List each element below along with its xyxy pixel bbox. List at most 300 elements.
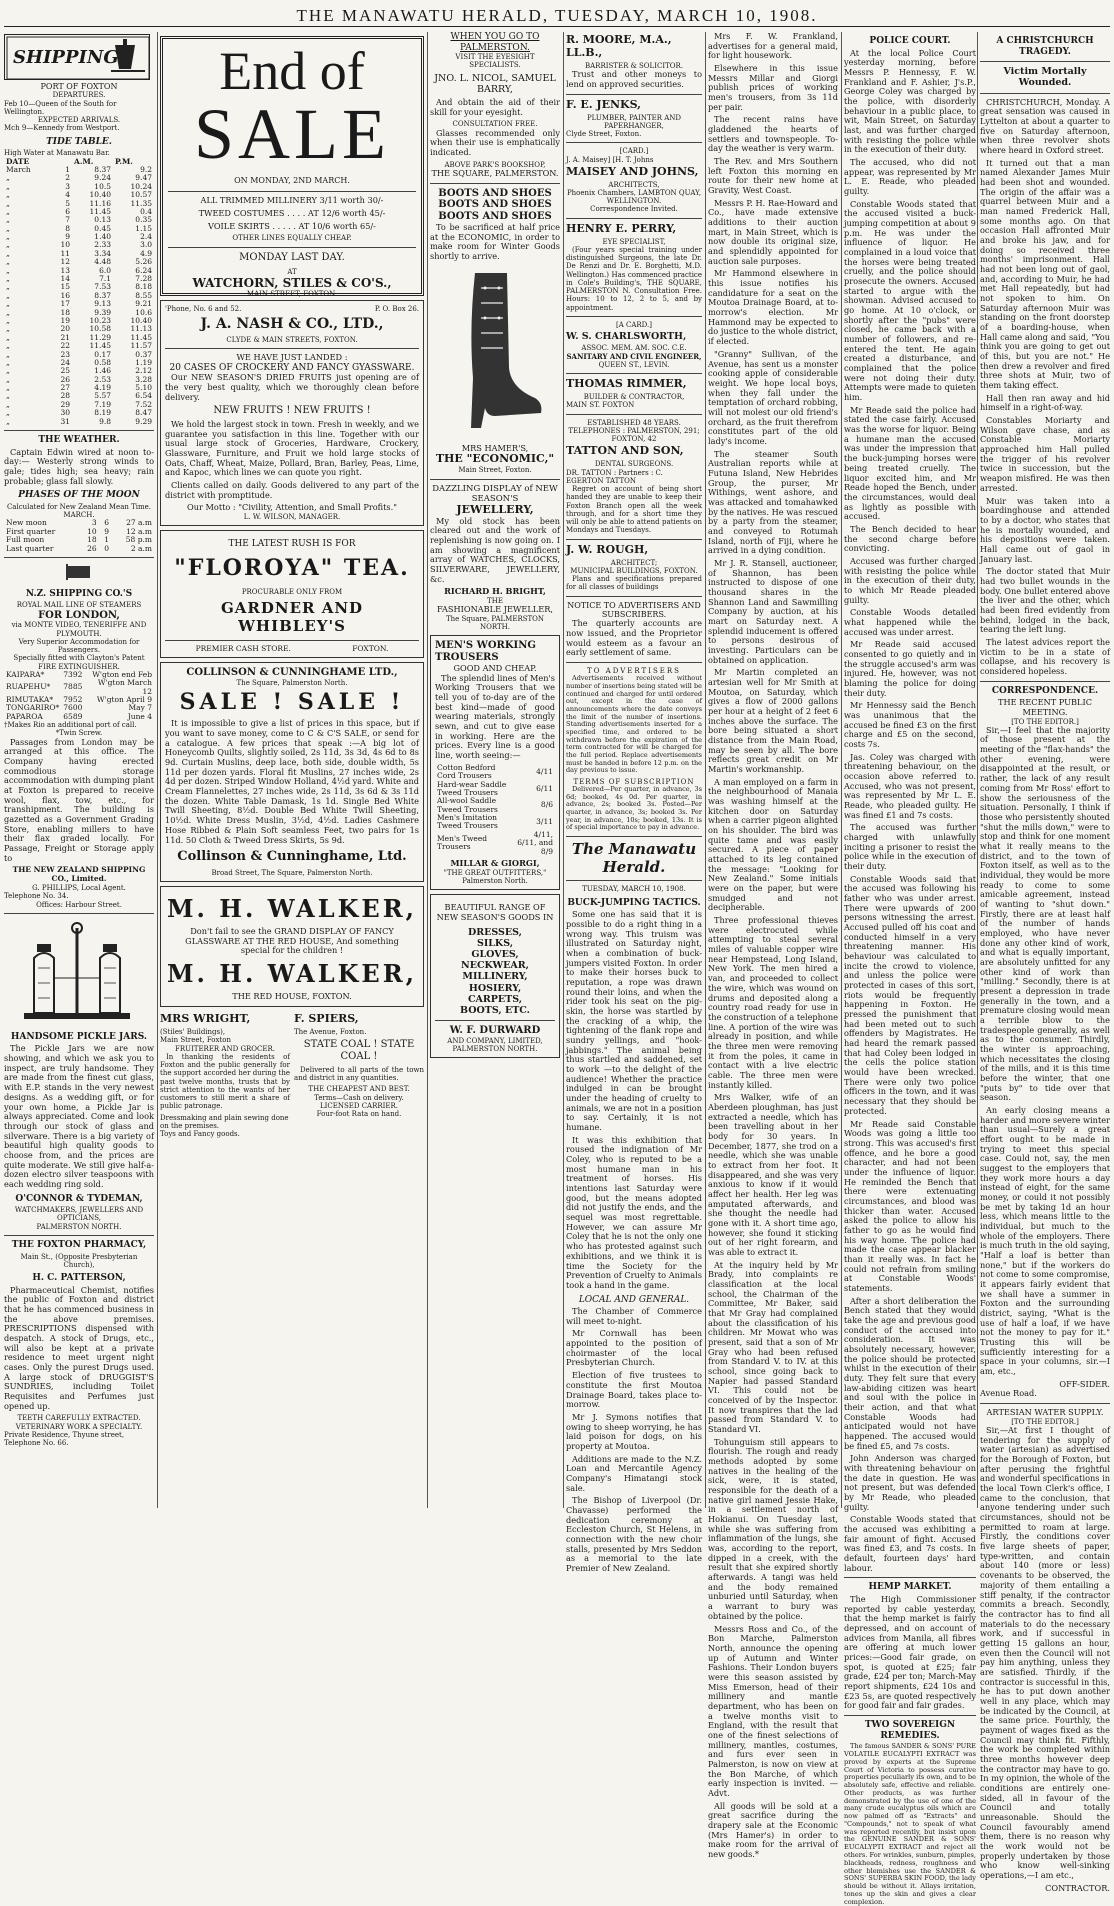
jenks-addr: Clyde Street, Foxton. — [566, 130, 642, 138]
table-cell: 0 — [104, 543, 110, 553]
table-cell: 9.13 — [94, 299, 111, 309]
watchorn-addr: MAIN STREET, FOXTON. — [246, 289, 338, 298]
tide-row — [4, 409, 154, 417]
table-cell: 9.2 — [140, 164, 152, 174]
column-divider — [841, 32, 842, 1508]
watchorn-name: WATCHORN, STILES & CO'S., — [192, 275, 392, 290]
table-cell: „ — [6, 290, 10, 300]
table-cell: March — [6, 164, 31, 174]
table-cell: 3/11 — [536, 817, 553, 827]
table-cell: 13 — [60, 265, 71, 275]
news-item: The Rev. and Mrs Southern left Foxton this morning en route for their new home at Gravity, West Coast. — [708, 156, 838, 196]
table-cell: „ — [6, 232, 10, 242]
eyesight-text: And obtain the aid of their skill for your eyesight. — [430, 97, 560, 117]
notice-text: The quarterly accounts are now issued, and the Proprietor would esteem as a favour an early settlement of same. — [566, 618, 702, 658]
table-cell: 18 — [60, 307, 71, 317]
table-cell: 11.45 — [89, 341, 111, 351]
goods-item: NECKWEAR, — [461, 960, 529, 972]
patterson-name: H. C. PATTERSON, — [32, 1273, 126, 1284]
header-cell: DATE — [6, 156, 30, 166]
table-cell: 17 — [60, 299, 71, 309]
nash-addr: CLYDE & MAIN STREETS, FOXTON. — [226, 335, 358, 344]
wright-addr: Main Street, Foxton — [160, 1036, 231, 1045]
bright-addr: The Square, PALMERSTON NORTH. — [445, 614, 545, 632]
table-cell: 12 — [60, 257, 71, 267]
table-cell: 4.19 — [94, 383, 111, 393]
moon-title: PHASES OF THE MOON — [18, 490, 140, 501]
boots-line-3: BOOTS AND SHOES — [438, 211, 552, 223]
pickle-title: HANDSOME PICKLE JARS. — [10, 1031, 148, 1042]
table-cell: 11.45 — [130, 332, 152, 342]
nz-accom: Very Superior Accommodation for Passengers. — [18, 637, 140, 655]
table-cell: 11.13 — [130, 324, 152, 334]
table-cell: „ — [6, 416, 10, 426]
table-cell: 3.28 — [135, 374, 152, 384]
table-cell: „ — [6, 274, 10, 284]
table-cell: 4/11 — [536, 766, 553, 776]
nash-manager: L. W. WILSON, MANAGER. — [243, 513, 341, 522]
masthead-rule — [4, 26, 1110, 27]
table-cell: 18 — [87, 535, 97, 545]
table-cell: 0.58 — [94, 357, 111, 367]
eyesight-visit: VISIT THE EYESIGHT SPECIALISTS. — [455, 53, 535, 70]
end-of-sale-ad — [160, 36, 424, 296]
nash-phone: 'Phone, No. 6 and 52. — [165, 305, 242, 313]
table-cell: 2.53 — [94, 374, 111, 384]
table-cell: „ — [6, 315, 10, 325]
floroya-ad — [160, 530, 424, 658]
meeting-text: Sir,—I feel that the majority of those present at the meeting of the "flax-hands" the other evening, were disappointed at the result, or rather, the lack of any result coming from Mr Ross' effort to show the seriousness of the situation. Personally, I think if those who persistently shouted "shut the mills down," were to stop and think for one moment what it really means to the district, and to the town of Foxton itself, as well as to the individual, they would be more ready to come to some amicable agreement, instead of wanting to "shut down." Firstly, there are at least half of the number of hands employed, who have never done any other kind of work, and what is equally important, are absolutely unfitted for any other kind of work than "milling." Secondly, there is at present a depression in trade generally in the town, and a premature closing would mean a terrible blow to the tradespeople generally, as well as to the consumer. Thirdly, the winter is approaching, which necessitates the closing of the mills, and it is this time before the winter, that one "puts by" to tide over that season. — [980, 724, 1110, 1103]
table-cell: 7952 — [63, 695, 83, 705]
tide-table — [4, 158, 154, 427]
tragedy-text: CHRISTCHURCH, Monday. A great sensation was caused in Lyttelton at about a quarter to five on Saturday afternoon, when three revolver shots where heard in Oxford street. — [980, 96, 1110, 155]
news-item: Three professional thieves were electrocuted while attempting to steal several miles of valuable copper wire near Hempstead, Long Island, New York. The men hired a van, and proceeded to collect the wire, which was wound on drums and deposited along a country road ready for use in the construction of a telephone line. A portion of the wire was already in position, and while the three men were removing it from the poles, it came in contact with a live electric cable. The three men were instantly killed. — [708, 915, 838, 1090]
tide-row — [4, 384, 154, 392]
maisey-addr: Phoenix Chambers, LAMBTON QUAY, WELLINGTON. — [566, 188, 702, 206]
charlsworth-name: W. S. CHARLSWORTH, — [566, 331, 687, 343]
table-cell: 6.0 — [99, 265, 111, 275]
table-cell: RUAPEHU* — [6, 682, 51, 692]
bright-name: RICHARD H. BRIGHT, — [444, 586, 546, 597]
trousers-table — [435, 764, 555, 856]
table-cell: 10.40 — [130, 315, 152, 325]
table-cell: „ — [6, 223, 10, 233]
nash-fruits: Our NEW SEASON'S DRIED FRUITS just opening are of the very best quality, which we thoroughly clean before delivery. — [165, 372, 419, 402]
table-cell: 6.24 — [135, 265, 152, 275]
to-advertisers-text: Advertisements received without number of insertions being stated will be continued and charged for until ordered out, except in the case of announcements where the date conveys the limit of the number of insertions. Standing advertisements inserted for a specified time, and ordered to be withdrawn before the expiration of the term contracted for will be charged for the full period. Replace advertisements must be handed in before 12 p.m. on the day previous to issue. — [566, 674, 702, 775]
buck-text-1: Some one has said that it is possible to do a right thing in a wrong way. This truism was illustrated on Saturday night, when a combination of buck-jumpers visited Foxton. In order to make their horses buck to reputation, a rope was drawn round their loins, and when the rider took his seat on the pig-skin, the horse was startled by the cracking of a whip, the tightening of the flank rope and sundry yellings, and "hook-jabbings." The animal being thus startled and saddened, set to work —to the delight of the audience! Whether the practice indulged in can be brought under the heading of cruelty to animals, we are not in a position to say. Certainly, it is not humane. — [566, 909, 702, 1133]
table-cell: Full moon — [6, 535, 45, 545]
table-cell: 14 — [60, 274, 71, 284]
tragedy-text: Muir was taken into a boardinghouse and attended to by a doctor, who states that he is mortally wounded, and his depositions were taken. Hall came out of gaol in January last. — [980, 495, 1110, 564]
table-cell: „ — [6, 206, 10, 216]
rough-sub2: MUNICIPAL BUILDINGS, FOXTON. — [570, 566, 698, 575]
sale-voile: VOILE SKIRTS . . . . . AT 10/6 worth 65/- — [208, 220, 376, 231]
table-cell: 6 — [65, 206, 71, 216]
nash-name: J. A. NASH & CO., LTD., — [200, 316, 384, 333]
tatton-partner: DR. TATTON : Partners : C. EGERTON TATTON — [566, 468, 663, 485]
meeting-editor: [TO THE EDITOR.] — [1011, 717, 1079, 726]
tide-row — [4, 233, 154, 241]
table-cell: „ — [6, 341, 10, 351]
table-cell: 0.13 — [94, 215, 111, 225]
arrivals-label: EXPECTED ARRIVALS. — [37, 116, 121, 125]
police-text: Accused was further charged with resisting the police while in the execution of their duty, to which Mr Reade pleaded guilty. — [844, 555, 976, 605]
table-cell: 9.47 — [135, 173, 152, 183]
moon-subtitle: Calculated for New Zealand Mean Time. — [6, 502, 152, 511]
spiers-name: F. SPIERS, — [294, 1012, 359, 1026]
column-1 — [4, 32, 154, 1508]
goods-item: DRESSES, — [468, 926, 522, 938]
pickle-text: The Pickle Jars we are now showing, and which we ask you to inspect, are truly handsome. They are made from the finest cut glass, with E.P. stands in the very newest designs. As a wedding gift, or for your own home, a Pickle Jar is always appreciated. Come and look through our stock of glass and silverware. There is a big variety of beautiful high quality goods to choose from, and the prices are quite moderate. We still give half-a-dozen electro silver teaspoons with each wedding ring sold. — [4, 1043, 154, 1189]
collinson-addr: The Square, Palmerston North. — [236, 679, 348, 688]
table-cell: „ — [6, 257, 10, 267]
to-advertisers-title: TO ADVERTISERS — [587, 667, 681, 676]
table-cell: 11.16 — [89, 198, 111, 208]
table-cell: 6589 — [63, 711, 83, 721]
table-cell: 10.24 — [130, 181, 152, 191]
durward-sub: AND COMPANY, LIMITED, — [447, 1036, 543, 1045]
durward-name: W. F. DURWARD — [449, 1025, 541, 1037]
table-cell: 7.28 — [135, 274, 152, 284]
premier-store: PREMIER CASH STORE. — [195, 643, 291, 653]
charlsworth-addr: QUEEN ST., LEVIN. — [598, 360, 670, 369]
table-cell: 7.1 — [99, 274, 111, 284]
moon-table — [4, 519, 154, 553]
table-cell: 7600 — [63, 703, 83, 713]
artesian-title: ARTESIAN WATER SUPPLY. — [986, 1407, 1104, 1418]
maisey-names: J. A. Maisey] [H. T. Johns — [566, 155, 654, 164]
table-cell: 7.19 — [94, 399, 111, 409]
nz-twin: *Twin Screw. — [55, 729, 103, 738]
steamer-row — [4, 679, 154, 696]
nz-offices: Offices: Harbour Street. — [36, 900, 122, 909]
tide-row — [4, 359, 154, 367]
table-cell: „ — [6, 332, 10, 342]
tragedy-text: Hall then ran away and hid himself in a right-of-way. — [980, 392, 1110, 413]
meeting-text: An early closing means a harder and more severe winter than usual—Surely a great effort ought to be made in trying to meet this special case. Could not, say, the men suggest to the employers that they work more hours a day instead of eight, for the same money, or could it not possibly be met by taking 1d an hour less, which means little to the individual, but much to the whole of the employers. There is much truth in the old saying, "Half a loaf is better than none," but if the workers do not come to some compromise, it appears fairly evident that we shall have a summer in Foxton and the surrounding district, saying, "What is the use of half a loaf, if we have not the money to pay for it." Trusting this will be sufficiently interesting for a space in your columns, sir.—I am, etc., — [980, 1105, 1110, 1377]
tragedy-title: A CHRISTCHURCH TRAGEDY. — [996, 36, 1094, 57]
table-cell: „ — [6, 173, 10, 183]
table-cell: PAPAROA — [6, 711, 43, 721]
residence-note: Private Residence, Thyune street, Telephone No. 66. — [4, 1430, 125, 1448]
police-text: The accused was further charged with unlawfully inciting a prisoner to resist the police while in the execution of their duty. — [844, 822, 976, 872]
table-cell: 11 — [60, 248, 71, 258]
hemp-text: The High Commissioner reported by cable yesterday, that the hemp market is fairly depressed, and on account of advices from Manila, all fibres are offering at much lower prices:—Good fair grade, on spot, is quoted at £25; fair grade, £24 per ton; March-May report shipments, £24 10s and £23 5s, are quoted respectively for good fair and fair grades. — [844, 1594, 976, 1711]
table-cell: „ — [6, 248, 10, 258]
news-item: Mr Hammond elsewhere in this issue notifies his candidature for a seat on the Moutoa Drainage Board, at to-morrow's election. Mr Hammond may be expected to do justice to the whole district, if elected. — [708, 268, 838, 347]
table-cell: 27 — [60, 383, 71, 393]
table-cell: „ — [6, 307, 10, 317]
spiers-licensed: LICENSED CARRIER. — [319, 1101, 399, 1110]
walker-title-1: M. H. WALKER, — [166, 893, 418, 923]
column-3 — [430, 32, 560, 1508]
header-cell: A.M. — [74, 156, 94, 166]
table-cell: 6 — [104, 518, 110, 528]
tatton-name: TATTON AND SON, — [566, 444, 684, 458]
millar-outfitters: "THE GREAT OUTFITTERS," — [443, 868, 547, 877]
buck-text-2: It was this exhibition that roused the indignation of Mr Coley, who is reputed to be a most humane man in his treatment of horses. His intentions last Saturday were good, but the means adopted did not justify the ends, and the sequel was most regrettable. However, we can assure Mr Coley that he is not the only one who has protested against such exhibitions, and we think it is time the Society for the Prevention of Cruelty to Animals took a hand in the game. — [566, 1134, 702, 1290]
nash-landed: WE HAVE JUST LANDED : — [236, 352, 348, 363]
nz-company: THE NEW ZEALAND SHIPPING CO., Limited. — [12, 865, 146, 884]
tide-row — [4, 283, 154, 291]
tide-row — [4, 241, 154, 249]
column-5 — [708, 31, 838, 1859]
column-4 — [566, 32, 702, 1573]
notice-title: NOTICE TO ADVERTISERS AND SUBSCRIBERS. — [567, 600, 701, 619]
police-text: Jas. Coley was charged with threatening behaviour, on the occasion above referred to. Accused, who was not present, was represented by Mr L. E. Reade, who pleaded guilty. He was fined £1 and 7s costs. — [844, 751, 976, 820]
trousers-text: The splendid lines of Men's Working Trousers that we tell you of to-day are of the best kind—made of good wearing materials, strongly sewn, and cut to give ease in working. Here are the prices. Every line is a good line, worth seeing:— — [435, 672, 555, 761]
spiers-text: Delivered to all parts of the town and district in any quantities. — [294, 1065, 424, 1083]
nz-text: Passages from London may be arranged at this office. The Company having erected commodious storage accommodation with dumping plant at Foxton is prepared to receive wool, flax, tow, etc., for transhipment. The building is gazetted as a Government Grading Store, enabling millers to have their flax graded locally. For Passage, Freight or Storage apply to — [4, 736, 154, 863]
durward-goods — [435, 927, 555, 1017]
collinson-name: Collinson & Cunninghame, Ltd. — [177, 849, 407, 865]
rimmer-name: THOMAS RIMMER, — [566, 377, 687, 391]
table-cell: 9.21 — [135, 299, 152, 309]
trousers-row — [435, 764, 555, 781]
table-cell: 10.58 — [89, 324, 111, 334]
table-cell: 4.9 — [140, 248, 152, 258]
column-divider — [157, 32, 158, 1508]
departure-entry: Feb 10—Queen of the South for Wellington. — [4, 99, 117, 116]
artesian-sign: CONTRACTOR. — [1045, 1882, 1110, 1893]
jenks-sub: PLUMBER, PAINTER AND PAPERHANGER, — [586, 113, 682, 130]
table-cell: Men's Tweed Trousers — [437, 834, 488, 852]
news-item: Mr J. R. Stansell, auctioneer, of Shannon, has been instructed to dispose of one thousand shares in the Shannon Land and Sawmilling Company by auction, at his mart on Saturday next. A splendid inducement is offered to persons desirous of investing. Particulars can be obtained on application. — [708, 557, 838, 665]
table-cell: 24 — [60, 357, 71, 367]
table-cell: 3.34 — [94, 248, 111, 258]
rough-sub: ARCHITECT; — [610, 558, 658, 567]
table-cell: All-wool Saddle Tweed Trousers — [437, 796, 498, 814]
collinson-sale: SALE ! SALE ! — [179, 689, 405, 716]
table-cell: 8.19 — [94, 408, 111, 418]
police-text: Mr Reade said Constable Woods was going a little too strong. This was accused's first offence, and he bore a good character, and had not been under the influence of liquor. He reminded the Bench that there were extenuating circumstances, and blood was thicker than water. Accused asked the police to allow his father to go as he would find his way home. The police had made the case appear blacker than it really was. In fact he could not refrain from smiling at Constable Woods' statements. — [844, 1118, 976, 1293]
tide-row — [4, 342, 154, 350]
table-cell: 1 — [65, 164, 71, 174]
flag-icon — [4, 564, 154, 583]
eyesight-when: WHEN YOU GO TO PALMERSTON. — [450, 32, 540, 53]
table-cell: 10.23 — [89, 315, 111, 325]
economic-addr: Main Street, Foxton. — [458, 466, 532, 475]
nash-crates: 20 CASES OF CROCKERY AND FANCY GYASSWARE. — [169, 362, 415, 373]
tragedy-subtitle: Victim Mortally Wounded. — [1003, 66, 1087, 89]
eyesight-square: THE SQUARE, PALMERSTON. — [431, 167, 559, 178]
table-cell: 10 — [87, 526, 97, 536]
sale-last-day: MONDAY LAST DAY. — [239, 251, 345, 263]
table-cell: 11.29 — [89, 332, 111, 342]
eyesight-names: JNO. L. NICOL, SAMUEL BARRY, — [434, 72, 556, 95]
wright-name: MRS WRIGHT, — [160, 1012, 251, 1026]
tide-row — [4, 351, 154, 359]
local-text-5: Additions are made to the N.Z. Loan and Mercantile Agency Company's Himatangi stock sale. — [566, 1453, 702, 1493]
wright-spiers-row — [160, 1011, 424, 1138]
table-cell: 9 — [104, 526, 110, 536]
tatton-sub: DENTAL SURGEONS. — [594, 460, 674, 469]
table-cell: 28 — [60, 391, 71, 401]
pharmacy-title: THE FOXTON PHARMACY, — [11, 1239, 147, 1250]
end-of-heading: End of — [219, 41, 365, 101]
table-cell: 6/11 — [536, 783, 553, 793]
table-cell: W'gton April 9 — [96, 695, 152, 705]
police-text: The Bench decided to hear the second charge before convicting. — [844, 523, 976, 554]
column-divider — [977, 32, 978, 1508]
port-title: PORT OF FOXTON — [40, 82, 118, 91]
moore-name: R. MOORE, M.A., LL.B., — [566, 33, 672, 59]
table-cell: 8.47 — [135, 408, 152, 418]
trousers-row — [435, 831, 555, 856]
table-cell: 6.54 — [135, 391, 152, 401]
column-divider — [705, 32, 706, 1508]
sale-date: ON MONDAY, 2ND MARCH. — [234, 176, 350, 185]
table-cell: 3 — [65, 181, 71, 191]
spiers-rate: Four-foot Rata on hand. — [316, 1110, 402, 1119]
shipping-logo-text: SHIPPING — [13, 47, 119, 68]
news-item: Messrs P. H. Rae-Howard and Co., have made extensive additions to their auction mart, in Main Street, which is now double its original size, and splendidly appointed for auction sale purposes. — [708, 197, 838, 266]
table-cell: „ — [6, 357, 10, 367]
table-cell: 22 — [60, 341, 71, 351]
nash-box: P. O. Box 26. — [374, 305, 419, 313]
table-cell: 8 — [65, 223, 71, 233]
walker-addr: THE RED HOUSE, FOXTON. — [232, 991, 352, 1002]
tide-row — [4, 401, 154, 409]
goods-item: HOSIERY, — [468, 982, 522, 994]
charlsworth-sub: ASSOC. MEM. AM. SOC. C.E. — [581, 344, 687, 353]
spiers-addr: The Avenue, Foxton. — [294, 1028, 367, 1037]
moon-month: MARCH. — [63, 511, 95, 520]
table-cell: Last quarter — [6, 543, 54, 553]
millar-name: MILLAR & GIORGI, — [450, 858, 540, 869]
teeth-note: TEETH CAREFULLY EXTRACTED. — [17, 1414, 141, 1423]
police-text: After a short deliberation the Bench stated that they would take the age and previous good conduct of the accused into consideration. It was absolutely necessary, however, the police should be protected whilst in the execution of their duty. They felt sure that every law-abiding citizen was heart and soul with the police in their action, and that what Constable Woods had anticipated would not have happened. The accused would be fined £5, and 7s costs. — [844, 1295, 976, 1451]
police-text: Constable Woods stated that the accused visited a buck-jumping competition at about 9 p.m. He was under the influence of liquor. He complained in a loud voice that the horses were being treated cruelly, and the police should prosecute the owners. Accused started to argue with the showman. Advised accused to go home. At 10 o'clock, or shortly after the "pubs" were closed, he came back with a number of followers, and re-entered the tent. He again created a disturbance, and complained that the police were not doing their duty. Attempts were made to quieten him. — [844, 198, 976, 403]
tide-row — [4, 367, 154, 375]
tatton-established: ESTABLISHED 48 YEARS. — [587, 418, 681, 427]
moore-sub: BARRISTER & SOLICITOR. — [584, 61, 683, 70]
steamers-table — [4, 671, 154, 721]
tide-row — [4, 292, 154, 300]
rough-name: J. W. ROUGH, — [566, 542, 649, 556]
local-text-6: The Bishop of Liverpool (Dr. Chavasse) performed the dedication ceremony at Eccleston Church, St Helens, in connection with the new choir stalls, presented by Mrs Seddon as a memorial to the late Premier of New Zealand. — [566, 1495, 702, 1573]
table-cell: „ — [6, 391, 10, 401]
rimmer-sub: BUILDER & CONTRACTOR, — [583, 393, 685, 402]
spiers-coal: STATE COAL ! STATE COAL ! — [303, 1039, 415, 1063]
herald-date: TUESDAY, MARCH 10, 1908. — [582, 885, 686, 894]
column-divider — [563, 32, 564, 1508]
table-cell: June 4 — [127, 711, 152, 721]
tide-row — [4, 275, 154, 283]
table-cell: 0.35 — [135, 215, 152, 225]
table-cell: 1 — [104, 535, 110, 545]
table-cell: 15 — [60, 282, 71, 292]
table-cell: Cotton Bedford Cord Trousers — [437, 762, 496, 781]
rimmer-addr: MAIN ST. FOXTON — [566, 401, 635, 410]
eyesight-above: ABOVE PARK'S BOOKSHOP, — [444, 160, 546, 169]
terms-title: TERMS OF SUBSCRIPTION — [573, 777, 695, 786]
table-cell: 4/11, 6/11, and 8/9 — [517, 829, 553, 856]
table-cell: „ — [6, 215, 10, 225]
table-cell: 3 — [91, 518, 97, 528]
table-cell: 8.37 — [94, 164, 111, 174]
meeting-title: THE RECENT PUBLIC MEETING. — [997, 697, 1092, 717]
tide-row — [4, 216, 154, 224]
table-cell: Hard-wear Saddle Tweed Trousers — [437, 779, 507, 797]
walker-ad — [160, 886, 424, 1007]
nz-sub3: via MONTE VIDEO, TENERIFFE AND PLYMOUTH. — [11, 621, 147, 638]
table-cell: 8.18 — [135, 282, 152, 292]
walker-title-2: M. H. WALKER, — [166, 959, 418, 989]
perry-sub: EYE SPECIALIST, — [602, 237, 666, 246]
table-cell: 7885 — [63, 682, 83, 692]
nz-shipping-title: N.Z. SHIPPING CO.'S — [25, 588, 133, 599]
patterson-text: Pharmaceutical Chemist, notifies the public of Foxton and district that he has commenced business in the above premises. PRESCRIPTIONS dispensed with despatch. A stock of Drugs, etc., will also be kept at a private residence to meet urgent night cases. Only the purest Drugs used. A large stock of DRUGGIST'S SUNDRIES, including Toilet Requisites and Perfumes just opened up. — [4, 1284, 154, 1411]
local-title: LOCAL AND GENERAL. — [578, 1294, 690, 1305]
tide-row — [4, 208, 154, 216]
table-cell: 10.5 — [94, 181, 111, 191]
table-cell: „ — [6, 349, 10, 359]
maisey-card: [CARD.] — [619, 147, 649, 156]
shipping-logo — [4, 34, 150, 80]
table-cell: Men's Imitation Tweed Trousers — [437, 813, 498, 831]
sale-heading: SALE — [194, 94, 390, 174]
jewel-text: My old stock has been cleared out and the work of replenishing is now going on. I am showing a magnificent array of WATCHES, CLOCKS, SILVERWARE, JEWELLERY, &c. — [430, 515, 560, 584]
nash-new: NEW FRUITS ! NEW FRUITS ! — [213, 405, 371, 417]
police-text: At the local Police Court yesterday morning, before Messrs P. Hennessy, F. W. Frankland and F. Ashier, J's.P., George Coley was charged by the police, with disorderly behaviour in a public place, to wit, Main Street, on Saturday last, and was further charged with resisting the police while in the execution of their duty. — [844, 47, 976, 155]
police-text: Constable Woods stated that the accused was exhibiting a fair amount of fight. Accused was fined £3, and 7s costs. In default, fourteen days' hard labour. — [844, 1514, 976, 1573]
artesian-text: Sir,—At first I thought of tendering for the supply of water (artesian) as advertised for the Borough of Foxton, but after perusing the frightful and wonderful specifications in the local Town Clerk's office, I came to the conclusion, that anyone tendering under such circumstances, should not be permitted to roam at large. Firstly, the conditions cover five large sheets of paper, type-written, and contain about 140 (more or less) covenants to be observed, the majority of them entailing a stiff penalty, if the contractor commits a breach. Secondly, the contractor has to find all materials to do the necessary work, and if successful in getting 15 gallons an hour, even then the Council will not pay him anything, unless they are satisfied. Thirdly, if the contractor is successful in this, he has to put down another well in any place, which may be indicated by the Council, at the same price. Fourthly, the payment of wages fixed as the Council may think fit. Fifthly, the work be completed within three months however deep the contractor may have to go. In my opinion, the whole of the conditions are entirely one-sided, all in favour of the Council and totally unreasonable. Should the Council favourably amend them, there is no reason why the work would not be properly undertaken by those who know well-sinking operations,—I am etc., — [980, 1425, 1110, 1880]
table-cell: 31 — [60, 416, 71, 426]
table-cell: 11.35 — [130, 198, 152, 208]
floroya-procurable: PROCURABLE ONLY FROM — [241, 587, 343, 596]
table-cell: W'gton end Feb — [92, 669, 152, 679]
boots-text: To be sacrificed at half price at the ECONOMIC, in order to make room for Winter Goods shortly to arrive. — [430, 222, 560, 262]
table-cell: „ — [6, 181, 10, 191]
tragedy-text: The latest advices report the victim to be in a state of collapse, and his recovery is considered hopeless. — [980, 636, 1110, 676]
arrival-entry: Mch 9—Kennedy from Westport. — [4, 124, 120, 133]
trousers-row — [435, 797, 555, 814]
table-cell: 7.52 — [135, 399, 152, 409]
spiers-terms: Terms—Cash on delivery. — [314, 1093, 404, 1102]
millar-place: Palmerston North. — [462, 876, 528, 885]
oconnor-sub: WATCHMAKERS, JEWELLERS AND OPTICIANS, — [14, 1206, 144, 1223]
table-cell: 11.57 — [130, 341, 152, 351]
table-cell: „ — [6, 299, 10, 309]
table-cell: 2.33 — [94, 240, 111, 250]
table-cell: RIMUTAKA* — [6, 695, 54, 705]
floroya-title: "FLOROYA" TEA. — [174, 555, 410, 582]
table-cell: 4 — [65, 190, 71, 200]
news-item: Tohunguism still appears to flourish. The rough and ready methods adopted by some natives in the healing of the sick, were, it is stated, responsible for the death of a native girl named Jessie Hake, in a settlement north of Hokianui. On Tuesday last, while she was suffering from inflammation of the lungs, she was, according to the report, dipped in a creek, with the result that she expired shortly afterwards. A tangi was held and the body remained unburied until Saturday, when a warrant to bury was obtained by the police. — [708, 1436, 838, 1621]
tide-row — [4, 258, 154, 266]
table-cell: 16 — [60, 290, 71, 300]
nash-motto: Our Motto : "Civility, Attention, and Small Profits." — [187, 502, 397, 513]
goods-item: SILKS, — [476, 937, 514, 949]
buck-title: BUCK-JUMPING TACTICS. — [567, 897, 701, 908]
column-divider — [427, 32, 428, 1508]
table-cell: First quarter — [6, 526, 56, 536]
table-cell: 2.12 — [135, 366, 152, 376]
pharmacy-addr: Main St., (Opposite Presbyterian Church), — [20, 1252, 138, 1269]
maisey-sub: ARCHITECTS, — [608, 180, 660, 189]
table-cell: 20 — [60, 324, 71, 334]
wright-fancy: Toys and Fancy goods. — [160, 1130, 240, 1139]
trousers-row — [435, 814, 555, 831]
weather-title: THE WEATHER. — [38, 435, 120, 446]
wright-text: In thanking the residents of Foxton and the public generally for the support accorded her during the past twelve months, trusts that by strict attention to the wants of her customers to still merit a share of public patronage. — [160, 1052, 290, 1111]
table-cell: 1.15 — [135, 223, 152, 233]
tragedy-text: It turned out that a man named Alexander James Muir had been shot and wounded. The origin of the affair was a quarrel between Muir and a man named Frederick Hall, some months ago. On that occasion Hall affronted Muir and broke his jaw, and for doing so received three months' imprisonment. Hall had not been long out of gaol, and, according to Muir, he had met Hall repeatedly, but had not spoken to him. On Saturday afternoon Muir was standing on the front doorstep of a boarding-house, when Hall came along and said, "You think you are going to get out of this, but you are not." He then drew a revolver and fired three shots at Muir, two of them taking effect. — [980, 157, 1110, 391]
herald-title: The Manawatu Herald. — [571, 840, 697, 876]
weather-text: Captain Edwin wired at noon to-day:— Westerly strong winds to gale; tides high; sea heavy; rain probable; glass fall slowly. — [4, 446, 154, 486]
